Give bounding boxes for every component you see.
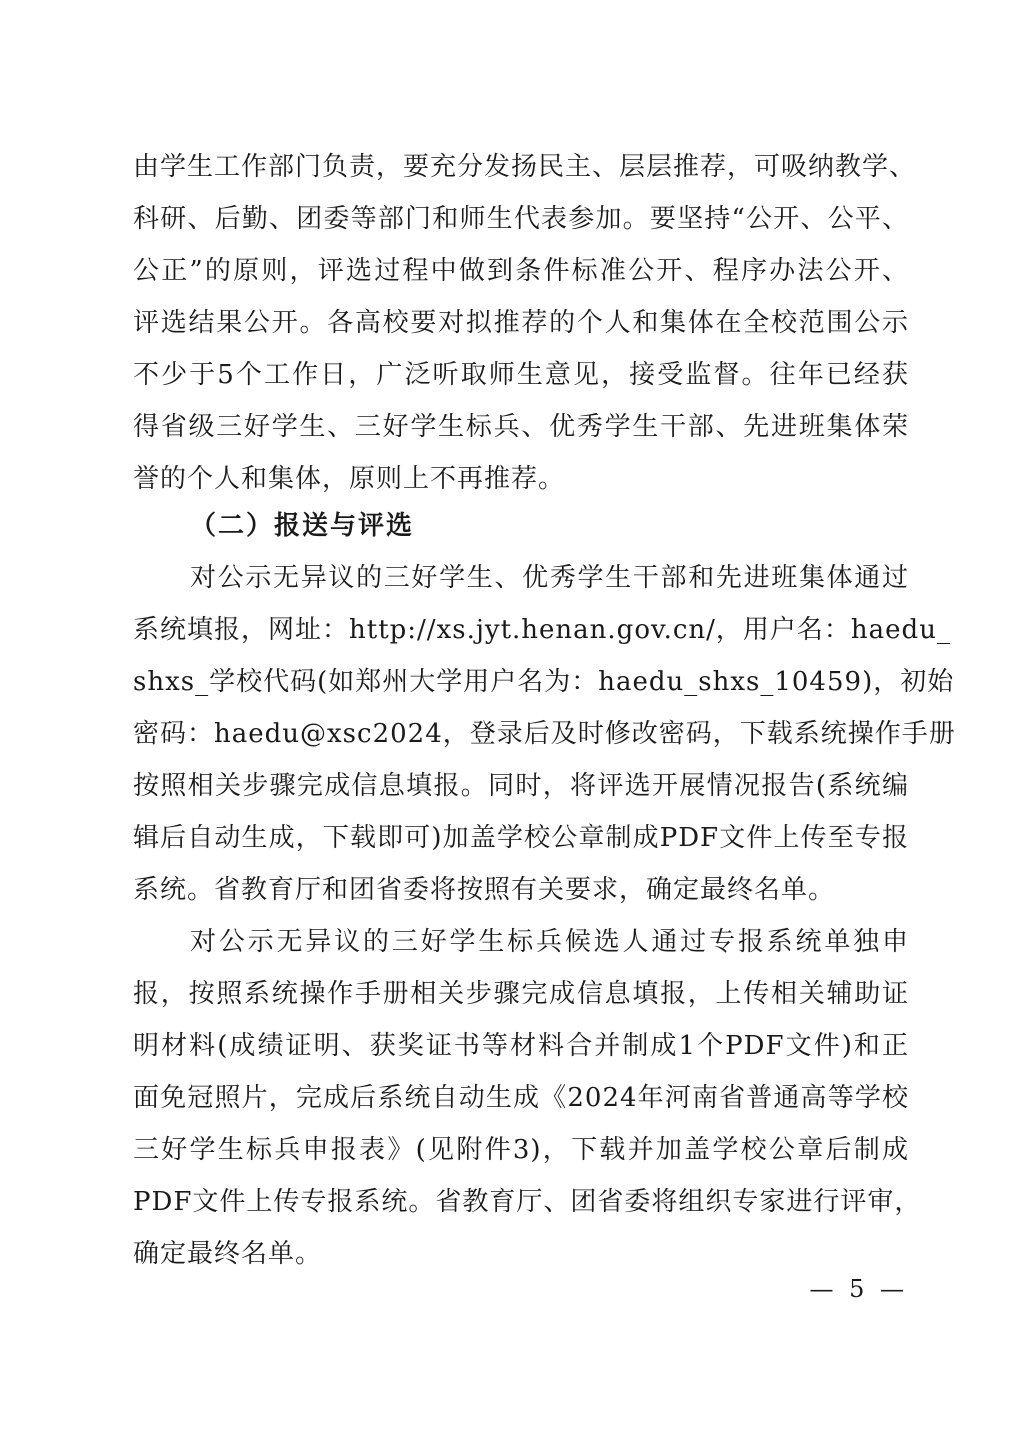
text-line: 公正”的原则，评选过程中做到条件标准公开、程序办法公开、 [133,256,909,286]
text-line: 辑后自动生成，下载即可)加盖学校公章制成PDF文件上传至专报 [133,823,909,853]
text-line: 评选结果公开。各高校要对拟推荐的个人和集体在全校范围公示 [133,308,909,338]
text-line: 系统填报，网址：http://xs.jyt.henan.gov.cn/，用户名：haedu_ [133,615,951,645]
text-line: 得省级三好学生、三好学生标兵、优秀学生干部、先进班集体荣 [133,412,909,442]
page-number: — 5 — [809,1275,908,1303]
text-line: 明材料(成绩证明、获奖证书等材料合并制成1个PDF文件)和正 [133,1031,909,1061]
text-line: 按照相关步骤完成信息填报。同时，将评选开展情况报告(系统编 [133,771,909,801]
text-line: 确定最终名单。 [133,1239,323,1269]
text-line: 誉的个人和集体，原则上不再推荐。 [133,464,566,494]
text-line: 对公示无异议的三好学生标兵候选人通过专报系统单独申 [190,927,909,957]
text-line: 系统。省教育厅和团省委将按照有关要求，确定最终名单。 [133,875,836,905]
text-line: shxs_学校代码(如郑州大学用户名为：haedu_shxs_10459)，初始 [133,667,955,697]
text-line: 三好学生标兵申报表》(见附件3)，下载并加盖学校公章后制成 [133,1135,909,1165]
text-line: 面免冠照片，完成后系统自动生成《2024年河南省普通高等学校 [133,1083,909,1113]
text-line: 由学生工作部门负责，要充分发扬民主、层层推荐，可吸纳教学、 [133,152,917,182]
text-line: 对公示无异议的三好学生、优秀学生干部和先进班集体通过 [190,563,909,593]
text-line: PDF文件上传专报系统。省教育厅、团省委将组织专家进行评审， [133,1187,922,1217]
text-line: 报，按照系统操作手册相关步骤完成信息填报，上传相关辅助证 [133,979,909,1009]
section-heading: （二）报送与评选 [190,511,415,541]
text-line: 不少于5个工作日，广泛听取师生意见，接受监督。往年已经获 [133,360,909,390]
text-line: 科研、后勤、团委等部门和师生代表参加。要坚持“公开、公平、 [133,204,909,234]
text-line: 密码：haedu@xsc2024，登录后及时修改密码，下载系统操作手册 [133,719,956,749]
